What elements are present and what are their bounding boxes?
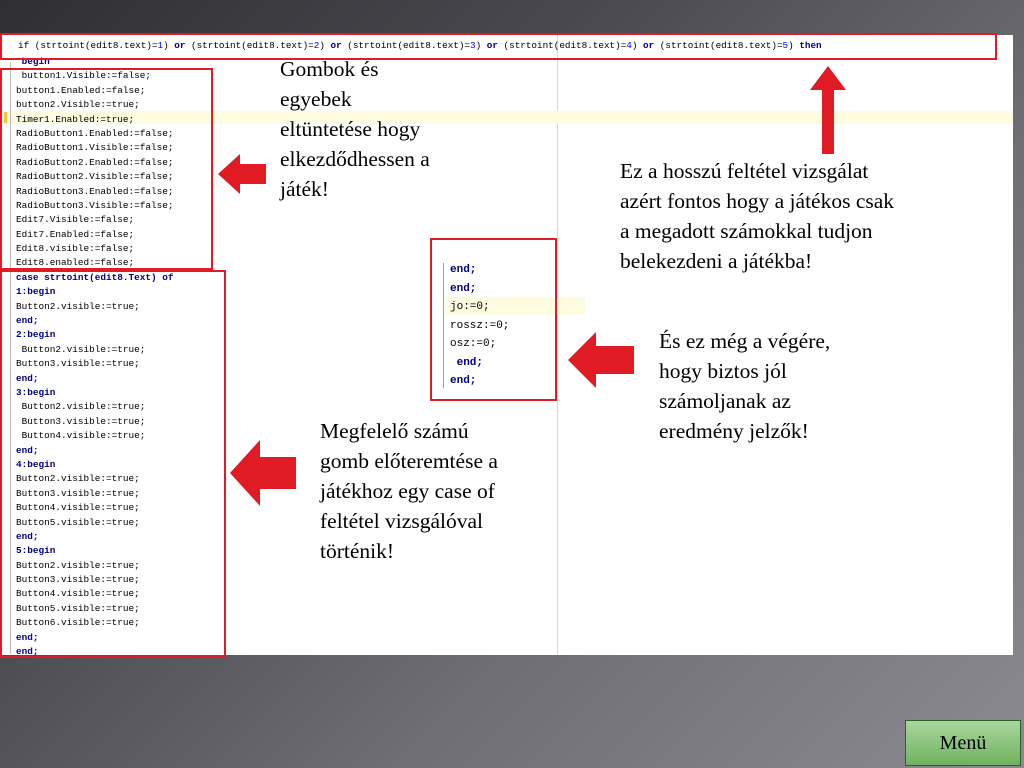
code-line: rossz:=0; bbox=[450, 319, 510, 332]
code-line: Button2.visible:=true; bbox=[16, 401, 146, 413]
condition-highlight-box bbox=[0, 33, 997, 60]
code-line: 2:begin bbox=[16, 329, 56, 341]
code-line: Timer1.Enabled:=true; bbox=[16, 113, 135, 125]
arrow-left-icon bbox=[218, 154, 266, 194]
code-line: button1.Visible:=false; bbox=[16, 70, 152, 82]
code-line: end; bbox=[450, 375, 477, 387]
code-line: Button2.visible:=true; bbox=[16, 559, 140, 571]
code-line: end; bbox=[16, 631, 39, 643]
reset-block-highlight-box bbox=[430, 238, 557, 401]
code-line: end; bbox=[16, 444, 39, 456]
code-line: begin bbox=[16, 56, 50, 67]
code-line: RadioButton1.Visible:=false; bbox=[16, 142, 174, 154]
note-condition: Ez a hosszú feltétel vizsgálat azért fontos hogy a játékos csak a megadott számokkal tudjon belekezdeni a játékba! bbox=[620, 159, 895, 273]
code-line: 3:begin bbox=[16, 386, 56, 398]
note-hide-controls: Gombok és egyebek eltüntetése hogy elkezdődhessen a játék! bbox=[280, 57, 430, 201]
code-line: case strtoint(edit8.Text) of bbox=[16, 271, 174, 283]
code-line: Button2.visible:=true; bbox=[16, 473, 140, 485]
code-line: Button5.visible:=true; bbox=[16, 516, 140, 528]
code-line: end; bbox=[450, 356, 484, 369]
code-line: Edit7.Enabled:=false; bbox=[16, 228, 135, 240]
code-line: osz:=0; bbox=[450, 338, 497, 350]
code-line: Button2.visible:=true; bbox=[16, 300, 140, 312]
code-line: Button2.visible:=true; bbox=[16, 343, 146, 355]
code-line: end; bbox=[450, 264, 477, 276]
code-line: Button4.visible:=true; bbox=[16, 588, 140, 600]
arrow-up-icon bbox=[810, 66, 846, 154]
code-line: button2.Visible:=true; bbox=[16, 99, 140, 111]
code-line: end; bbox=[16, 646, 39, 658]
code-line: Button3.visible:=true; bbox=[16, 574, 140, 586]
code-line: end; bbox=[450, 282, 477, 295]
code-line: RadioButton1.Enabled:=false; bbox=[16, 127, 174, 139]
arrow-left-icon bbox=[230, 440, 296, 506]
code-line: RadioButton2.Visible:=false; bbox=[16, 171, 174, 183]
code-line: 5:begin bbox=[16, 545, 56, 557]
code-line: 4:begin bbox=[16, 458, 56, 470]
code-line: Button3.visible:=true; bbox=[16, 358, 140, 370]
arrow-left-icon bbox=[568, 332, 634, 388]
code-line: 1:begin bbox=[16, 286, 56, 298]
code-line: Edit8.enabled:=false; bbox=[16, 257, 135, 269]
code-line: button1.Enabled:=false; bbox=[16, 84, 146, 96]
code-line: end; bbox=[16, 530, 39, 542]
code-line: end; bbox=[16, 372, 39, 384]
code-line: Button6.visible:=true; bbox=[16, 617, 140, 629]
editor-right-margin-line bbox=[557, 35, 558, 655]
menu-button[interactable]: Menü bbox=[905, 720, 1021, 766]
code-line: Button3.visible:=true; bbox=[16, 487, 140, 499]
code-line: RadioButton2.Enabled:=false; bbox=[16, 156, 174, 168]
if-condition-code-line: if (strtoint(edit8.text)=1) or (strtoint(edit8.text)=2) or (strtoint(edit8.text)=3) or (strtoint(edit8.text)=4) or (strtoint(edit8.text)=5) then bbox=[18, 40, 822, 51]
case-block-highlight-box bbox=[0, 270, 226, 658]
note-reset: És ez még a végére, hogy biztos jól számoljanak az eredmény jelzők! bbox=[659, 329, 831, 443]
code-line: RadioButton3.Enabled:=false; bbox=[16, 185, 174, 197]
code-line: Button5.visible:=true; bbox=[16, 602, 140, 614]
code-line: RadioButton3.Visible:=false; bbox=[16, 199, 174, 211]
code-line: Button4.visible:=true; bbox=[16, 502, 140, 514]
code-line: end; bbox=[16, 315, 39, 327]
code-line: Button3.visible:=true; bbox=[16, 415, 146, 427]
hide-controls-highlight-box bbox=[0, 68, 213, 270]
code-line: Edit7.Visible:=false; bbox=[16, 214, 135, 226]
code-line: Edit8.visible:=false; bbox=[16, 243, 135, 255]
code-line: jo:=0; bbox=[450, 301, 490, 313]
note-case: Megfelelő számú gomb előteremtése a játékhoz egy case of feltétel vizsgálóval történik! bbox=[320, 419, 498, 563]
code-line: Button4.visible:=true; bbox=[16, 430, 146, 442]
